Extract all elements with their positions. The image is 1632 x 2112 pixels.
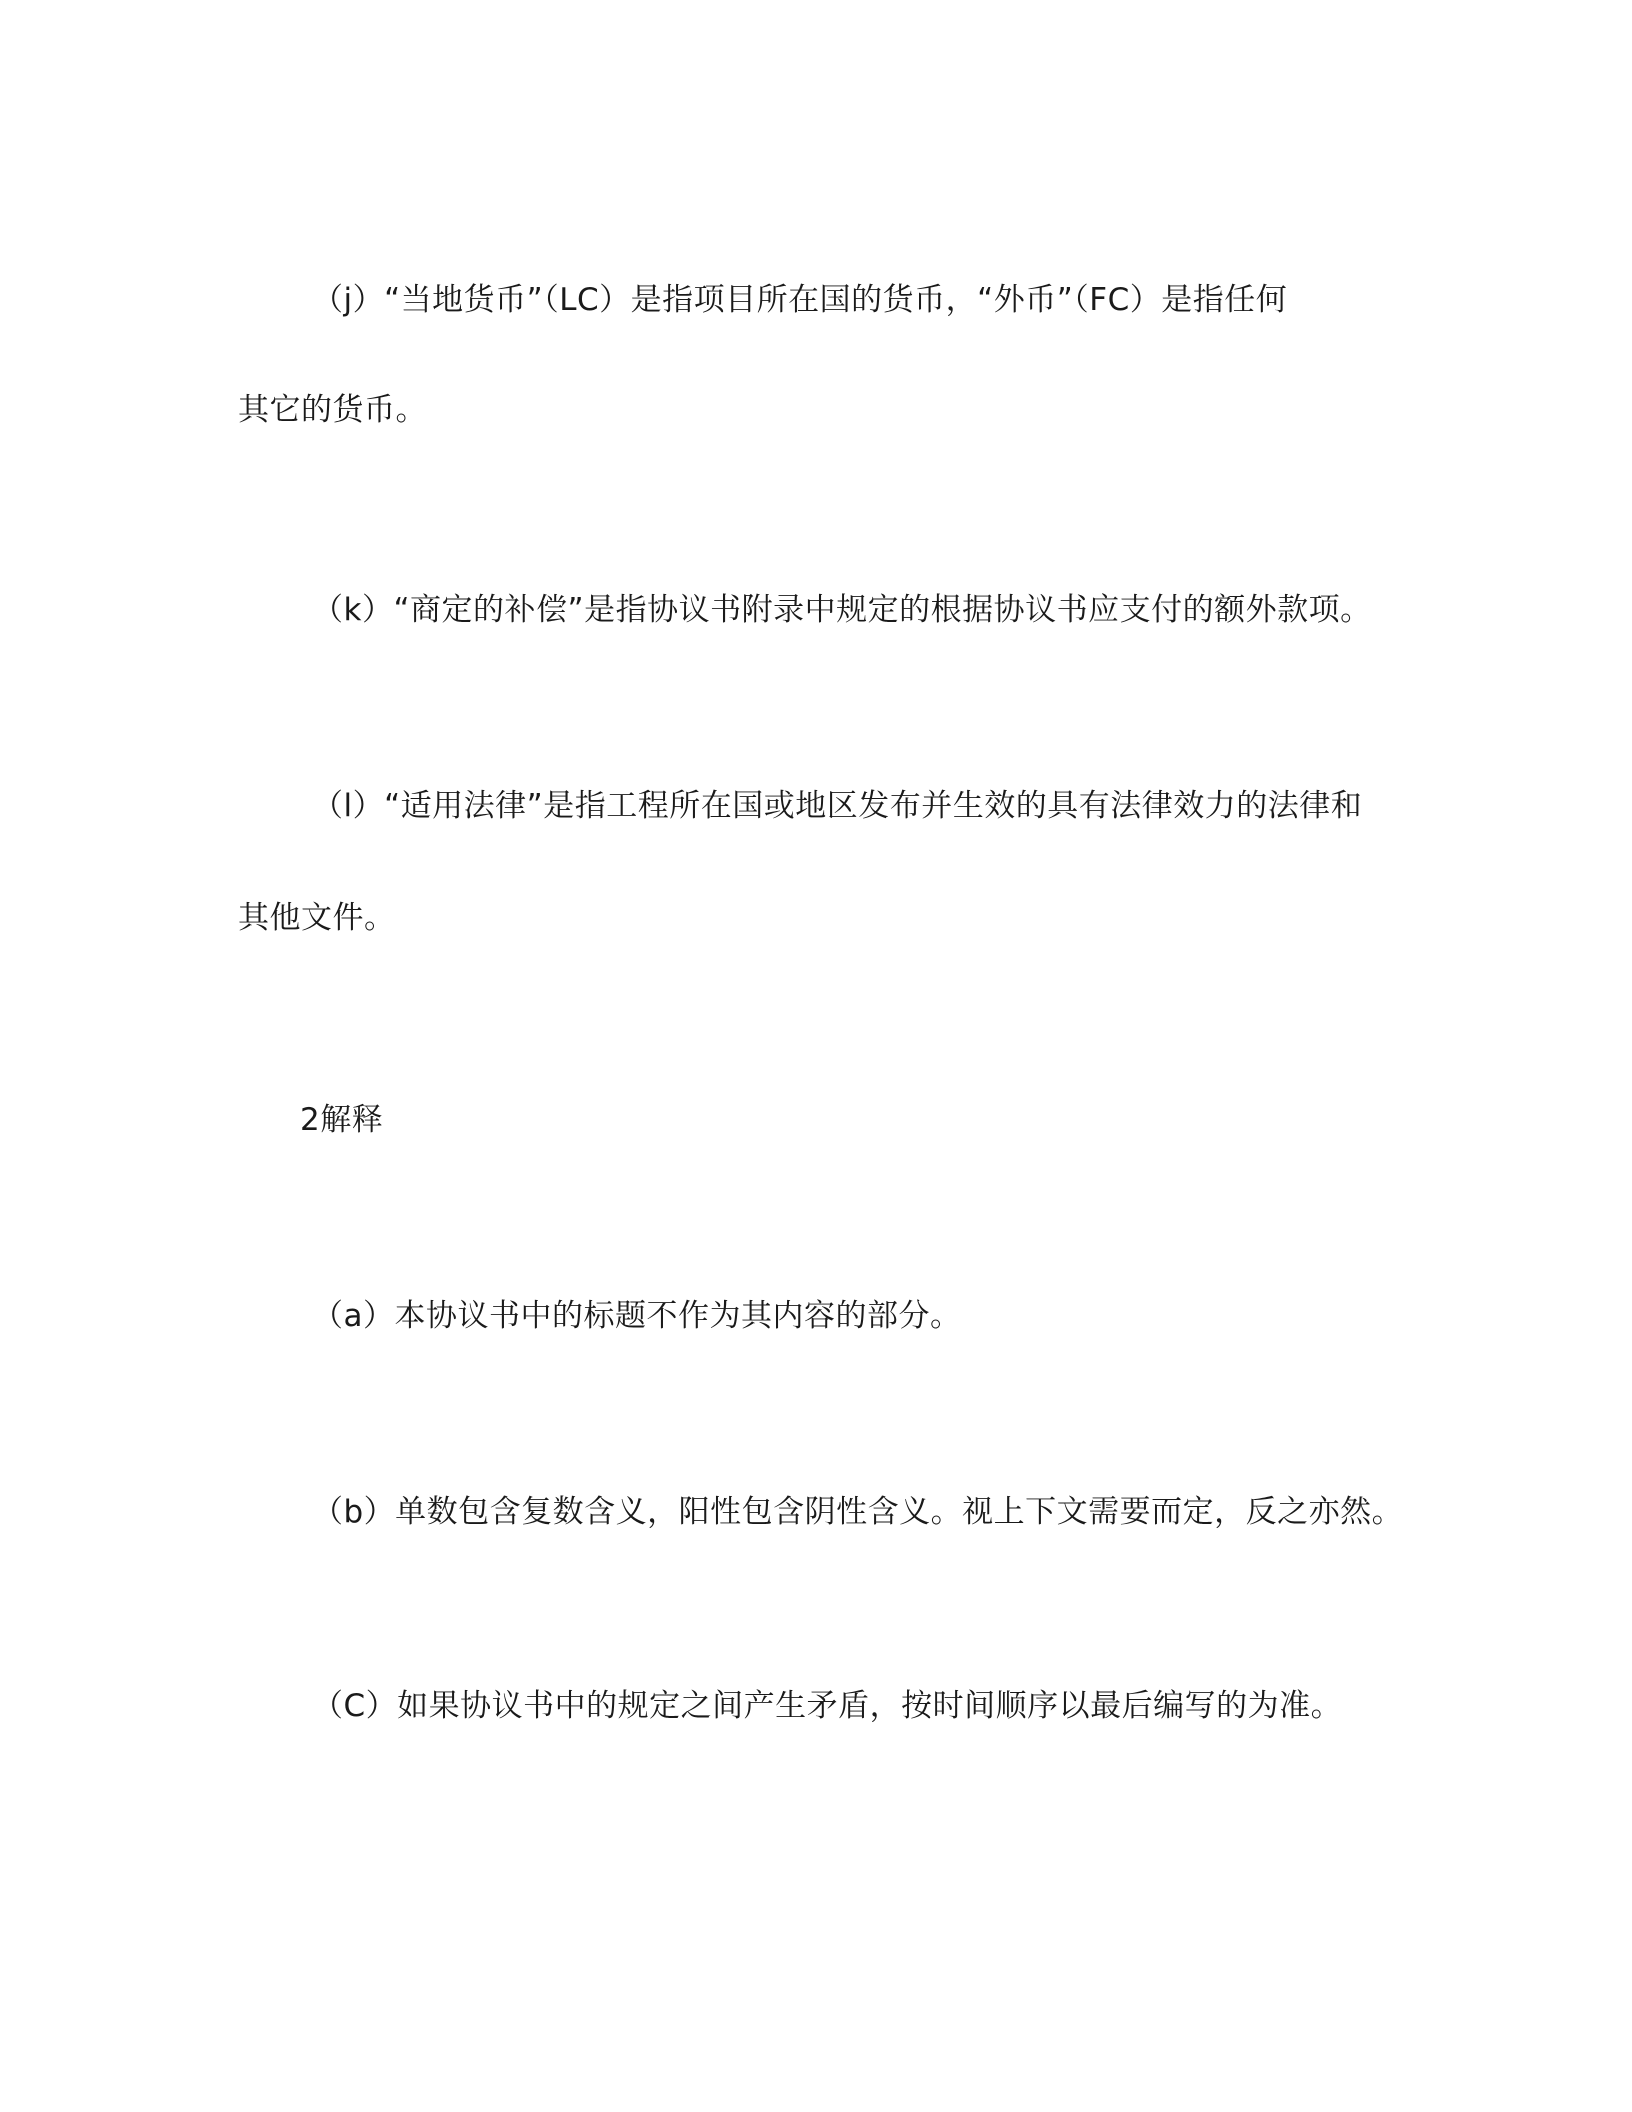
paragraph-c: （C）如果协议书中的规定之间产生矛盾，按时间顺序以最后编写的为准。 — [312, 1688, 1343, 1724]
paragraph-l-line-1: （l）“适用法律”是指工程所在国或地区发布并生效的具有法律效力的法律和 — [312, 788, 1363, 824]
paragraph-l-line-2: 其他文件。 — [238, 900, 396, 936]
section-heading: 2解释 — [300, 1102, 384, 1138]
paragraph-j-line-2: 其它的货币。 — [238, 392, 427, 428]
paragraph-k: （k）“商定的补偿”是指协议书附录中规定的根据协议书应支付的额外款项。 — [312, 592, 1372, 628]
paragraph-a: （a）本协议书中的标题不作为其内容的部分。 — [312, 1298, 962, 1334]
paragraph-j-line-1: （j）“当地货币”（LC）是指项目所在国的货币，“外币”（FC）是指任何 — [312, 282, 1288, 318]
paragraph-b: （b）单数包含复数含义，阳性包含阴性含义。视上下文需要而定，反之亦然。 — [312, 1494, 1404, 1530]
